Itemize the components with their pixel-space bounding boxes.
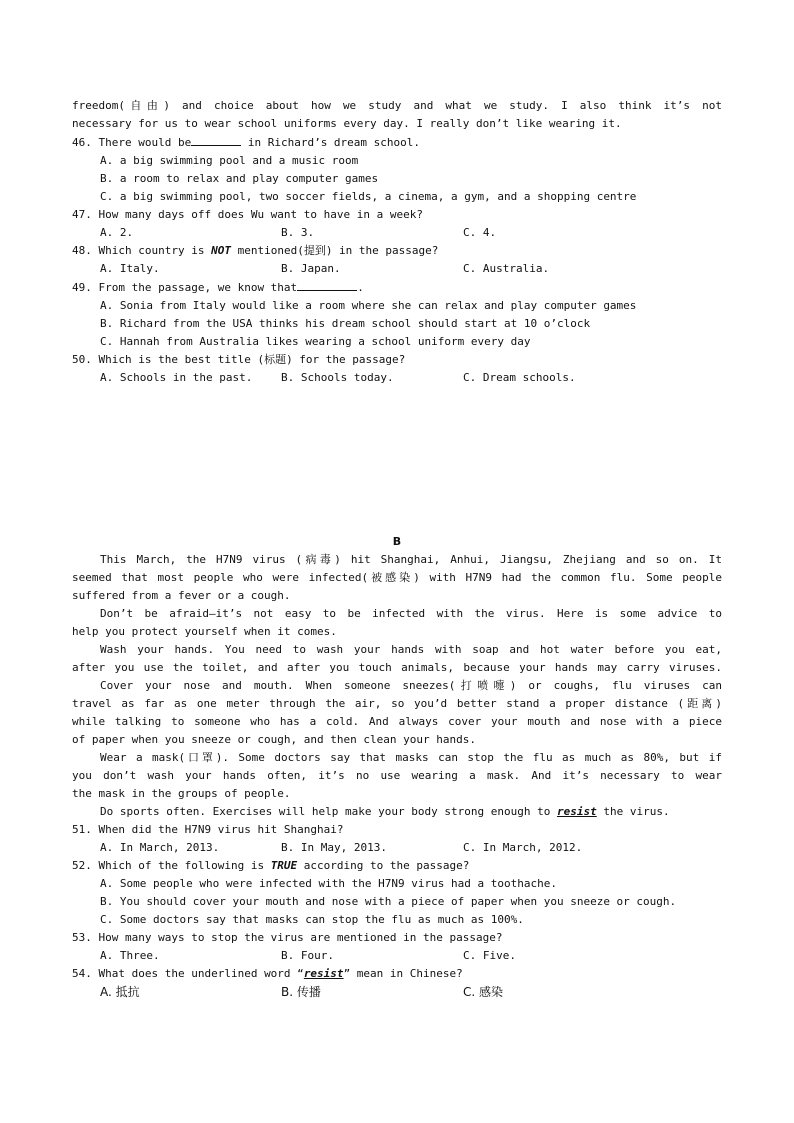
option[interactable]: B. You should cover your mouth and nose with a piece of paper when you sneeze or cough. xyxy=(100,895,677,908)
option[interactable]: C. Australia. xyxy=(463,262,550,275)
option[interactable]: A. 2. xyxy=(100,226,134,239)
option[interactable]: C. Dream schools. xyxy=(463,371,576,384)
passage-b-line: travel as far as one meter through the air, so you’d better stand a proper distance (距离) xyxy=(72,697,722,710)
passage-b-line: Cover your nose and mouth. When someone sneezes(打喷嚏) or coughs, flu viruses can xyxy=(100,679,722,692)
option[interactable]: C. In March, 2012. xyxy=(463,841,583,854)
question-49: 49. From the passage, we know that . xyxy=(72,278,722,297)
blank-space xyxy=(72,387,722,533)
passage-b-line: Wear a mask(口罩). Some doctors say that masks can stop the flu as much as 80%, but if xyxy=(100,751,722,764)
option[interactable]: B. Schools today. xyxy=(281,371,394,384)
exam-page xyxy=(72,97,722,1001)
passage-b-line: while talking to someone who has a cold. And always cover your mouth and nose with a piece xyxy=(72,715,722,728)
question-47: 47. How many days off does Wu want to have in a week? xyxy=(72,208,424,221)
answer-blank[interactable] xyxy=(297,278,357,291)
option[interactable]: C. Five. xyxy=(463,949,516,962)
passage-b-line: Don’t be afraid—it’s not easy to be infected with the virus. Here is some advice to xyxy=(100,607,722,620)
passage-b-line: This March, the H7N9 virus (病毒) hit Shanghai, Anhui, Jiangsu, Zhejiang and so on. It xyxy=(100,553,722,566)
option[interactable]: C. Some doctors say that masks can stop the flu as much as 100%. xyxy=(100,913,524,926)
option[interactable]: C. 感染 xyxy=(463,985,504,999)
option-row xyxy=(72,224,722,242)
option-row xyxy=(72,947,722,965)
underlined-word: resist xyxy=(303,967,344,980)
option[interactable]: B. 传播 xyxy=(281,985,321,999)
passage-b-line: the mask in the groups of people. xyxy=(72,787,291,800)
option[interactable]: C. 4. xyxy=(463,226,497,239)
option[interactable]: B. In May, 2013. xyxy=(281,841,387,854)
option[interactable]: A. Schools in the past. xyxy=(100,371,253,384)
option[interactable]: A. In March, 2013. xyxy=(100,841,220,854)
option[interactable]: A. Sonia from Italy would like a room where she can relax and play computer games xyxy=(100,299,637,312)
question-54: 54. What does the underlined word “resist” mean in Chinese? xyxy=(72,967,463,980)
underlined-word: resist xyxy=(556,805,597,818)
question-48: 48. Which country is NOT mentioned(提到) in the passage? xyxy=(72,244,439,257)
option[interactable]: A. 抵抗 xyxy=(100,985,140,999)
answer-blank[interactable] xyxy=(191,133,241,146)
option[interactable]: A. Some people who were infected with the H7N9 virus had a toothache. xyxy=(100,877,557,890)
question-53: 53. How many ways to stop the virus are mentioned in the passage? xyxy=(72,931,503,944)
passage-b-line: help you protect yourself when it comes. xyxy=(72,625,337,638)
option[interactable]: A. a big swimming pool and a music room xyxy=(100,154,359,167)
passage-a-line: necessary for us to wear school uniforms every day. I really don’t like wearing it. xyxy=(72,117,622,130)
question-52: 52. Which of the following is TRUE according to the passage? xyxy=(72,859,470,872)
passage-b-line: suffered from a fever or a cough. xyxy=(72,589,291,602)
option-row xyxy=(72,983,722,1001)
option-row xyxy=(72,839,722,857)
passage-b-line: of paper when you sneeze or cough, and then clean your hands. xyxy=(72,733,476,746)
passage-b-line: Do sports often. Exercises will help make your body strong enough to resist the virus. xyxy=(100,805,670,818)
option[interactable]: A. Three. xyxy=(100,949,160,962)
option-row xyxy=(72,369,722,387)
passage-b-line: Wash your hands. You need to wash your hands with soap and hot water before you eat, xyxy=(100,643,722,656)
question-51: 51. When did the H7N9 virus hit Shanghai? xyxy=(72,823,344,836)
question-46: 46. There would be in Richard’s dream school. xyxy=(72,133,722,152)
option[interactable]: C. a big swimming pool, two soccer fields, a cinema, a gym, and a shopping centre xyxy=(100,190,637,203)
passage-b-line: seemed that most people who were infected(被感染) with H7N9 had the common flu. Some people xyxy=(72,571,722,584)
option[interactable]: A. Italy. xyxy=(100,262,160,275)
option[interactable]: C. Hannah from Australia likes wearing a school uniform every day xyxy=(100,335,531,348)
passage-b-line: after you use the toilet, and after you touch animals, because your hands may carry viruses. xyxy=(72,661,722,674)
passage-b-line: you don’t wash your hands often, it’s no use wearing a mask. And it’s necessary to wear xyxy=(72,769,722,782)
question-50: 50. Which is the best title (标题) for the passage? xyxy=(72,353,406,366)
section-heading: B xyxy=(392,535,402,548)
option[interactable]: B. a room to relax and play computer games xyxy=(100,172,379,185)
option-row xyxy=(72,260,722,278)
option[interactable]: B. 3. xyxy=(281,226,315,239)
option[interactable]: B. Four. xyxy=(281,949,334,962)
option[interactable]: B. Japan. xyxy=(281,262,341,275)
passage-a-line: freedom(自由) and choice about how we study and what we study. I also think it’s not xyxy=(72,99,722,112)
option[interactable]: B. Richard from the USA thinks his dream school should start at 10 o’clock xyxy=(100,317,591,330)
